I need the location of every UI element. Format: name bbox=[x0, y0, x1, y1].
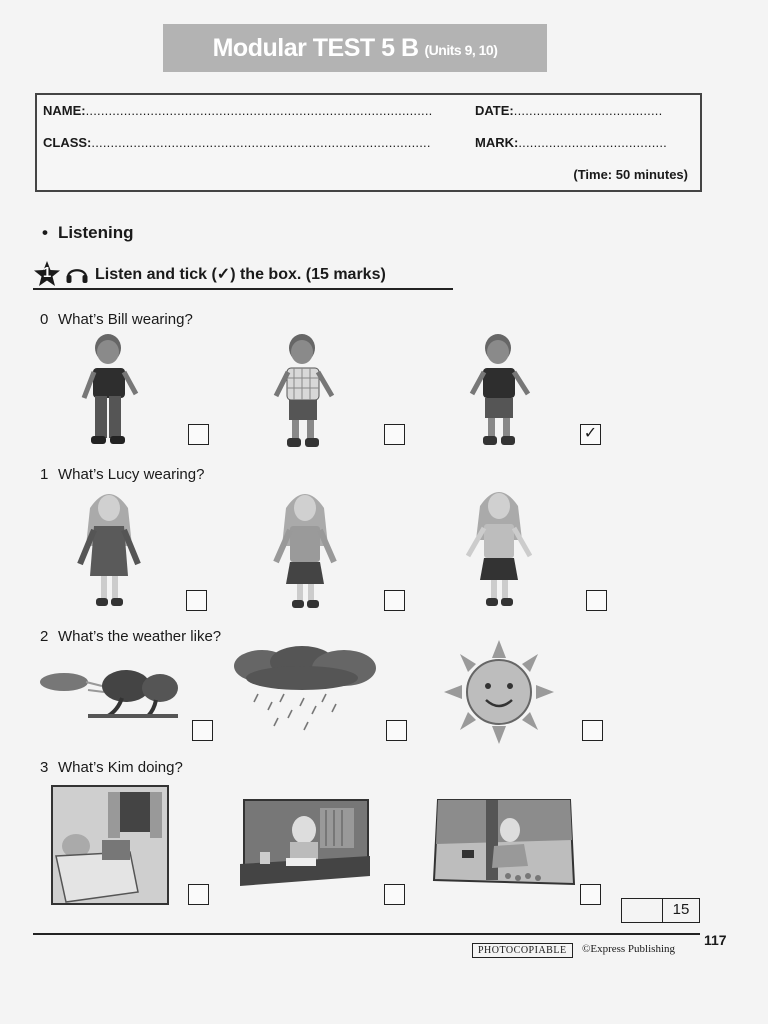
answer-checkbox-q0-a[interactable] bbox=[188, 424, 209, 445]
question-text: What’s Lucy wearing? bbox=[58, 466, 205, 483]
question-number: 1 bbox=[40, 466, 49, 483]
girl-studying-at-desk-image bbox=[240, 796, 370, 888]
date-field[interactable]: ....................................... bbox=[513, 103, 663, 118]
section-heading bbox=[42, 223, 134, 243]
mark-label: MARK: bbox=[475, 135, 519, 150]
sun-image bbox=[444, 640, 554, 744]
mark-row bbox=[475, 135, 667, 150]
answer-checkbox-q3-b[interactable] bbox=[384, 884, 405, 905]
girl-cardigan-skirt-image bbox=[272, 486, 338, 614]
answer-checkbox-q1-c[interactable] bbox=[586, 590, 607, 611]
date-label: DATE: bbox=[475, 103, 514, 118]
question-text: What’s Kim doing? bbox=[58, 759, 183, 776]
headphones-icon bbox=[65, 263, 89, 285]
answer-checkbox-q3-a[interactable] bbox=[188, 884, 209, 905]
name-row bbox=[43, 103, 432, 118]
score-total: 15 bbox=[672, 901, 690, 918]
name-label: NAME: bbox=[43, 103, 86, 118]
section-bullet: • bbox=[42, 223, 48, 242]
mark-field[interactable]: ....................................... bbox=[518, 135, 667, 150]
windy-trees-image bbox=[38, 660, 180, 722]
task-number: 1 bbox=[42, 264, 52, 281]
question-1 bbox=[40, 466, 204, 483]
class-row bbox=[43, 135, 431, 150]
girl-tshirt-skirt-image bbox=[466, 484, 532, 612]
answer-checkbox-q0-c[interactable]: ✓ bbox=[580, 424, 601, 445]
test-units: (Units 9, 10) bbox=[424, 42, 498, 58]
task-number-star-icon bbox=[33, 260, 61, 288]
question-0 bbox=[40, 311, 193, 328]
name-field[interactable]: ........................................................................................... bbox=[85, 103, 433, 118]
score-entry-field[interactable] bbox=[622, 899, 663, 922]
answer-checkbox-q2-c[interactable] bbox=[582, 720, 603, 741]
question-number: 0 bbox=[40, 311, 49, 328]
photocopiable-label: PHOTOCOPIABLE bbox=[472, 943, 573, 958]
footer-divider bbox=[33, 933, 700, 935]
boy-dark-tshirt-long-trousers-image bbox=[78, 332, 142, 448]
section-title: Listening bbox=[57, 223, 134, 242]
rain-cloud-image bbox=[232, 644, 380, 738]
score-box bbox=[621, 898, 700, 923]
question-3 bbox=[40, 759, 183, 776]
answer-checkbox-q0-b[interactable] bbox=[384, 424, 405, 445]
girl-long-sleeve-dress-image bbox=[76, 486, 142, 614]
answer-checkbox-q1-a[interactable] bbox=[186, 590, 207, 611]
boy-checked-shirt-shorts-image bbox=[272, 332, 336, 452]
task-instruction: Listen and tick (✓) the box. (15 marks) bbox=[95, 266, 386, 283]
answer-checkbox-q2-b[interactable] bbox=[386, 720, 407, 741]
question-2 bbox=[40, 628, 221, 645]
publisher-credit: ©Express Publishing bbox=[582, 943, 676, 955]
class-label: CLASS: bbox=[43, 135, 92, 150]
girl-sleeping-in-bed-image bbox=[46, 782, 172, 910]
boy-dark-tshirt-shorts-image bbox=[468, 332, 532, 450]
task-instruction-row bbox=[33, 260, 453, 290]
answer-checkbox-q3-c[interactable] bbox=[580, 884, 601, 905]
test-title-banner bbox=[163, 24, 547, 72]
question-number: 2 bbox=[40, 628, 49, 645]
time-limit: (Time: 50 minutes) bbox=[573, 167, 688, 182]
date-row bbox=[475, 103, 662, 118]
question-text: What’s the weather like? bbox=[58, 628, 222, 645]
answer-checkbox-q1-b[interactable] bbox=[384, 590, 405, 611]
question-text: What’s Bill wearing? bbox=[58, 311, 193, 328]
question-number: 3 bbox=[40, 759, 49, 776]
answer-checkbox-q2-a[interactable] bbox=[192, 720, 213, 741]
student-info-box bbox=[35, 93, 702, 192]
test-title: Modular TEST 5 B bbox=[212, 33, 419, 62]
girl-reading-under-tree-image bbox=[432, 796, 576, 888]
class-field[interactable]: ......................................................................................... bbox=[91, 135, 431, 150]
page-number: 117 bbox=[704, 932, 727, 948]
